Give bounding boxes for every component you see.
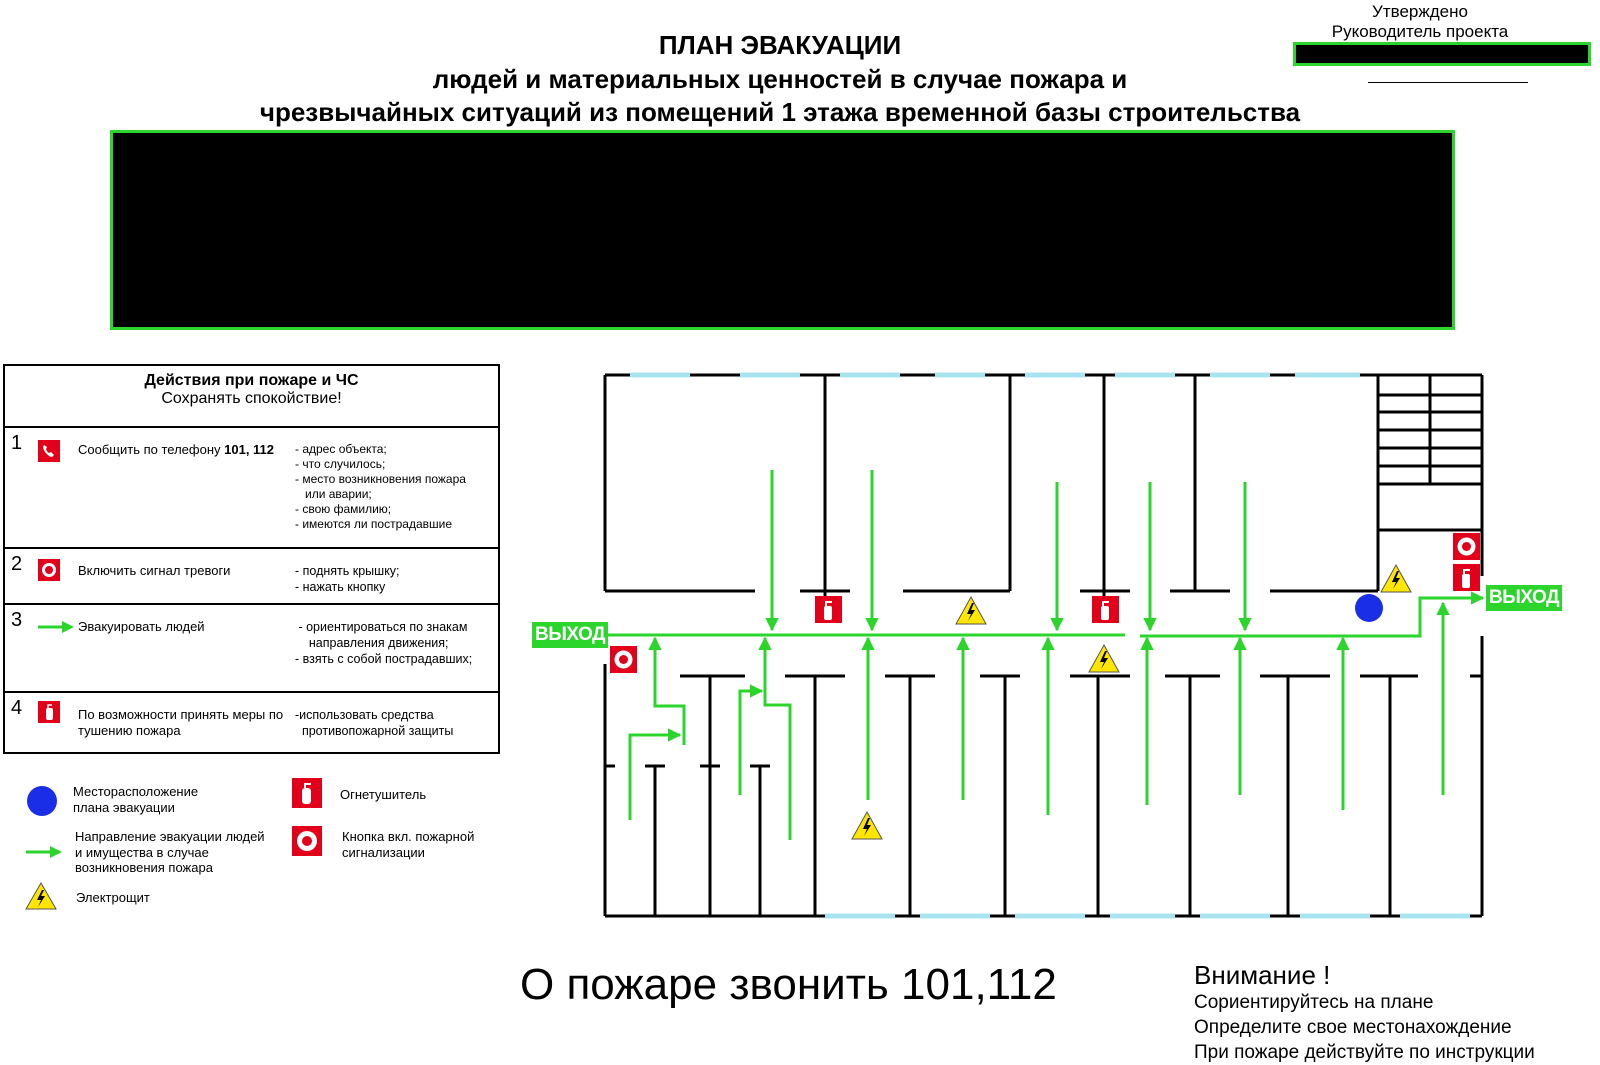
action-step-2	[5, 547, 498, 603]
redacted-object-name	[110, 130, 1455, 330]
evacuation-arrow-icon	[26, 844, 62, 860]
emergency-phone: О пожаре звонить 101,112	[520, 960, 1057, 1009]
step-notes: - адрес объекта; - что случилось; - место возникновения пожара или аварии; - свою фамилию; - имеются ли пострадавшие	[295, 442, 466, 531]
actions-header	[5, 372, 498, 408]
action-step-1	[5, 426, 498, 547]
legend-alarm-button-icon	[292, 826, 322, 856]
plan-walls	[605, 375, 1482, 916]
attention-line: При пожаре действуйте по инструкции	[1194, 1042, 1535, 1063]
step-label: Включить сигнал тревоги	[78, 563, 231, 578]
alarm-button-icon	[38, 559, 60, 581]
redacted-approver-name	[1293, 42, 1591, 66]
attention-title: Внимание !	[1194, 960, 1331, 990]
legend-extinguisher: Огнетушитель	[340, 787, 427, 802]
plan-subtitle-line2: чрезвычайных ситуаций из помещений 1 этажа временной базы строительства	[259, 97, 1301, 127]
location-marker-icon	[26, 785, 58, 817]
step-notes: - ориентироваться по знакам направления движения; - взять с собой пострадавших;	[295, 620, 473, 666]
location-marker-icon	[1355, 594, 1383, 622]
evacuation-routes	[593, 470, 1483, 840]
step-label: По возможности принять меры по тушению пожара	[78, 707, 284, 738]
exit-sign-right: ВЫХОД	[1486, 585, 1562, 611]
extinguisher-icon	[1453, 564, 1480, 591]
legend-alarm: Кнопка вкл. пожарной сигнализации	[342, 829, 475, 860]
step-number: 1	[11, 432, 23, 454]
approval-label: Утверждено	[1372, 2, 1468, 21]
plan-title: ПЛАН ЭВАКУАЦИИ	[658, 30, 902, 60]
step-number: 3	[11, 609, 23, 631]
step-label: Эвакуировать людей	[78, 619, 205, 634]
action-step-4	[5, 691, 498, 754]
electrical-panel-icon	[956, 597, 986, 624]
step-notes: -использовать средства противопожарной защиты	[295, 708, 454, 738]
action-step-3	[5, 603, 498, 691]
fire-actions-table	[3, 364, 500, 754]
approval-block	[1300, 2, 1540, 42]
attention-block	[1194, 960, 1535, 1065]
phone-icon	[38, 440, 60, 462]
legend-location: Месторасположение плана эвакуации	[73, 784, 199, 815]
extinguisher-icon	[815, 596, 842, 623]
floor-plan	[520, 360, 1550, 930]
step-number: 4	[11, 697, 23, 719]
attention-line: Сориентируйтесь на плане	[1194, 992, 1434, 1013]
arrow-icon	[38, 619, 74, 635]
actions-title: Действия при пожаре и ЧС	[144, 372, 359, 389]
signature-line	[1368, 82, 1528, 83]
electrical-panel-icon	[852, 812, 882, 839]
exit-sign-left: ВЫХОД	[532, 622, 608, 648]
approval-role: Руководитель проекта	[1331, 22, 1509, 41]
actions-subtitle: Сохранять спокойствие!	[161, 390, 342, 407]
step-number: 2	[11, 553, 23, 575]
extinguisher-icon	[1092, 596, 1119, 623]
alarm-button-icon	[610, 646, 637, 673]
attention-line: Определите свое местонахождение	[1194, 1017, 1512, 1038]
electrical-panel-icon	[1089, 645, 1119, 672]
step-label: Сообщить по телефону 101, 112	[78, 442, 275, 457]
alarm-button-icon	[1453, 533, 1480, 560]
plan-subtitle-line1: людей и материальных ценностей в случае пожара и	[432, 64, 1128, 94]
legend-panel: Электрощит	[76, 890, 150, 905]
extinguisher-icon	[38, 701, 60, 723]
legend-extinguisher-icon	[292, 778, 322, 808]
step-notes: - поднять крышку; - нажать кнопку	[295, 564, 400, 594]
electrical-panel-icon	[25, 882, 57, 910]
electrical-panel-icon	[1381, 565, 1411, 592]
legend-direction: Направление эвакуации людей и имущества в случае возникновения пожара	[75, 829, 265, 875]
